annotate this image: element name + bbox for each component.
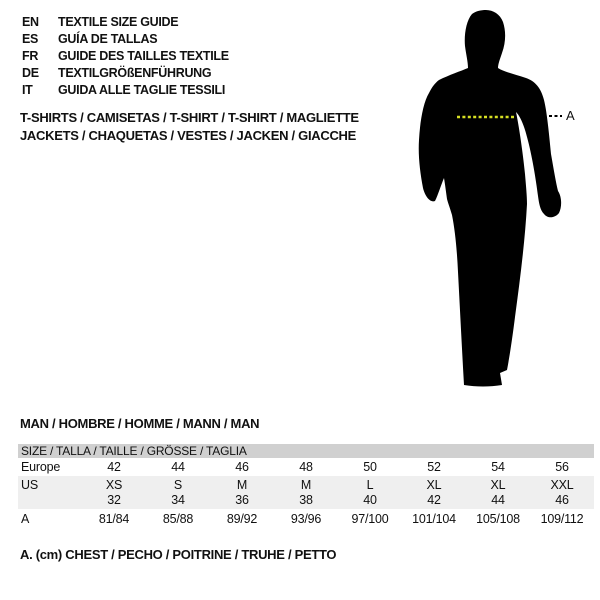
row-label xyxy=(18,493,82,509)
lang-row-fr xyxy=(22,48,229,65)
table-cell: 89/92 xyxy=(226,512,258,526)
man-silhouette-path xyxy=(419,10,561,387)
table-cell: XL xyxy=(426,478,442,492)
table-cell: 101/104 xyxy=(412,512,456,526)
table-cell: 38 xyxy=(299,493,313,507)
row-label: Europe xyxy=(21,460,61,474)
section-title-man: MAN / HOMBRE / HOMME / MANN / MAN xyxy=(20,416,260,431)
table-cell: 46 xyxy=(235,460,249,474)
table-cell: S xyxy=(173,478,183,492)
table-cell: L xyxy=(366,478,374,492)
lang-row-es xyxy=(22,31,157,48)
table-cell: 44 xyxy=(491,493,505,507)
table-cell: 34 xyxy=(171,493,185,507)
table-band-us xyxy=(18,476,594,509)
measure-label-a: A xyxy=(566,108,575,123)
size-table-header: SIZE / TALLA / TAILLE / GRÖSSE / TAGLIA xyxy=(18,444,594,458)
table-cell: 109/112 xyxy=(540,512,584,526)
lang-code: ES xyxy=(22,32,39,46)
man-silhouette-svg xyxy=(413,4,573,394)
lang-row-it xyxy=(22,82,225,99)
lang-code: DE xyxy=(22,66,39,80)
table-row-a xyxy=(18,509,594,529)
lang-code: FR xyxy=(22,49,39,63)
lang-label: GUIDA ALLE TAGLIE TESSILI xyxy=(58,83,226,97)
table-cell: 48 xyxy=(299,460,313,474)
footnote-chest: A. (cm) CHEST / PECHO / POITRINE / TRUHE / PETTO xyxy=(20,547,337,562)
measure-leader-dashes xyxy=(549,115,562,117)
table-cell: XS xyxy=(105,478,123,492)
table-cell: 46 xyxy=(555,493,569,507)
table-row-europe xyxy=(18,458,594,476)
category-line-jackets: JACKETS / CHAQUETAS / VESTES / JACKEN / GIACCHE xyxy=(20,128,356,143)
table-cell: 32 xyxy=(107,493,121,507)
table-cell: XXL xyxy=(550,478,574,492)
row-label: US xyxy=(21,478,38,492)
table-cell: 97/100 xyxy=(351,512,389,526)
row-label: A xyxy=(21,512,30,526)
lang-code: IT xyxy=(22,83,33,97)
table-cell: 42 xyxy=(107,460,121,474)
size-table xyxy=(18,444,594,529)
table-cell: 81/84 xyxy=(98,512,130,526)
table-cell: 105/108 xyxy=(476,512,520,526)
table-cell: M xyxy=(236,478,248,492)
table-cell: M xyxy=(300,478,312,492)
lang-row-de xyxy=(22,65,211,82)
table-row-us-numeric xyxy=(18,493,594,509)
table-cell: 56 xyxy=(555,460,569,474)
lang-row-en xyxy=(22,14,178,31)
lang-label: TEXTILE SIZE GUIDE xyxy=(58,15,179,29)
table-cell: 54 xyxy=(491,460,505,474)
table-cell: XL xyxy=(490,478,506,492)
table-cell: 50 xyxy=(363,460,377,474)
lang-label: TEXTILGRÖßENFÜHRUNG xyxy=(58,66,212,80)
table-cell: 52 xyxy=(427,460,441,474)
table-cell: 42 xyxy=(427,493,441,507)
lang-label: GUIDE DES TAILLES TEXTILE xyxy=(58,49,229,63)
table-cell: 85/88 xyxy=(162,512,194,526)
man-silhouette xyxy=(413,4,573,394)
lang-label: GUÍA DE TALLAS xyxy=(58,32,158,46)
table-cell: 44 xyxy=(171,460,185,474)
table-cell: 36 xyxy=(235,493,249,507)
lang-code: EN xyxy=(22,15,39,29)
table-cell: 93/96 xyxy=(290,512,322,526)
table-cell: 40 xyxy=(363,493,377,507)
category-line-tshirts: T-SHIRTS / CAMISETAS / T-SHIRT / T-SHIRT / MAGLIETTE xyxy=(20,110,359,125)
table-row-us xyxy=(18,476,594,493)
